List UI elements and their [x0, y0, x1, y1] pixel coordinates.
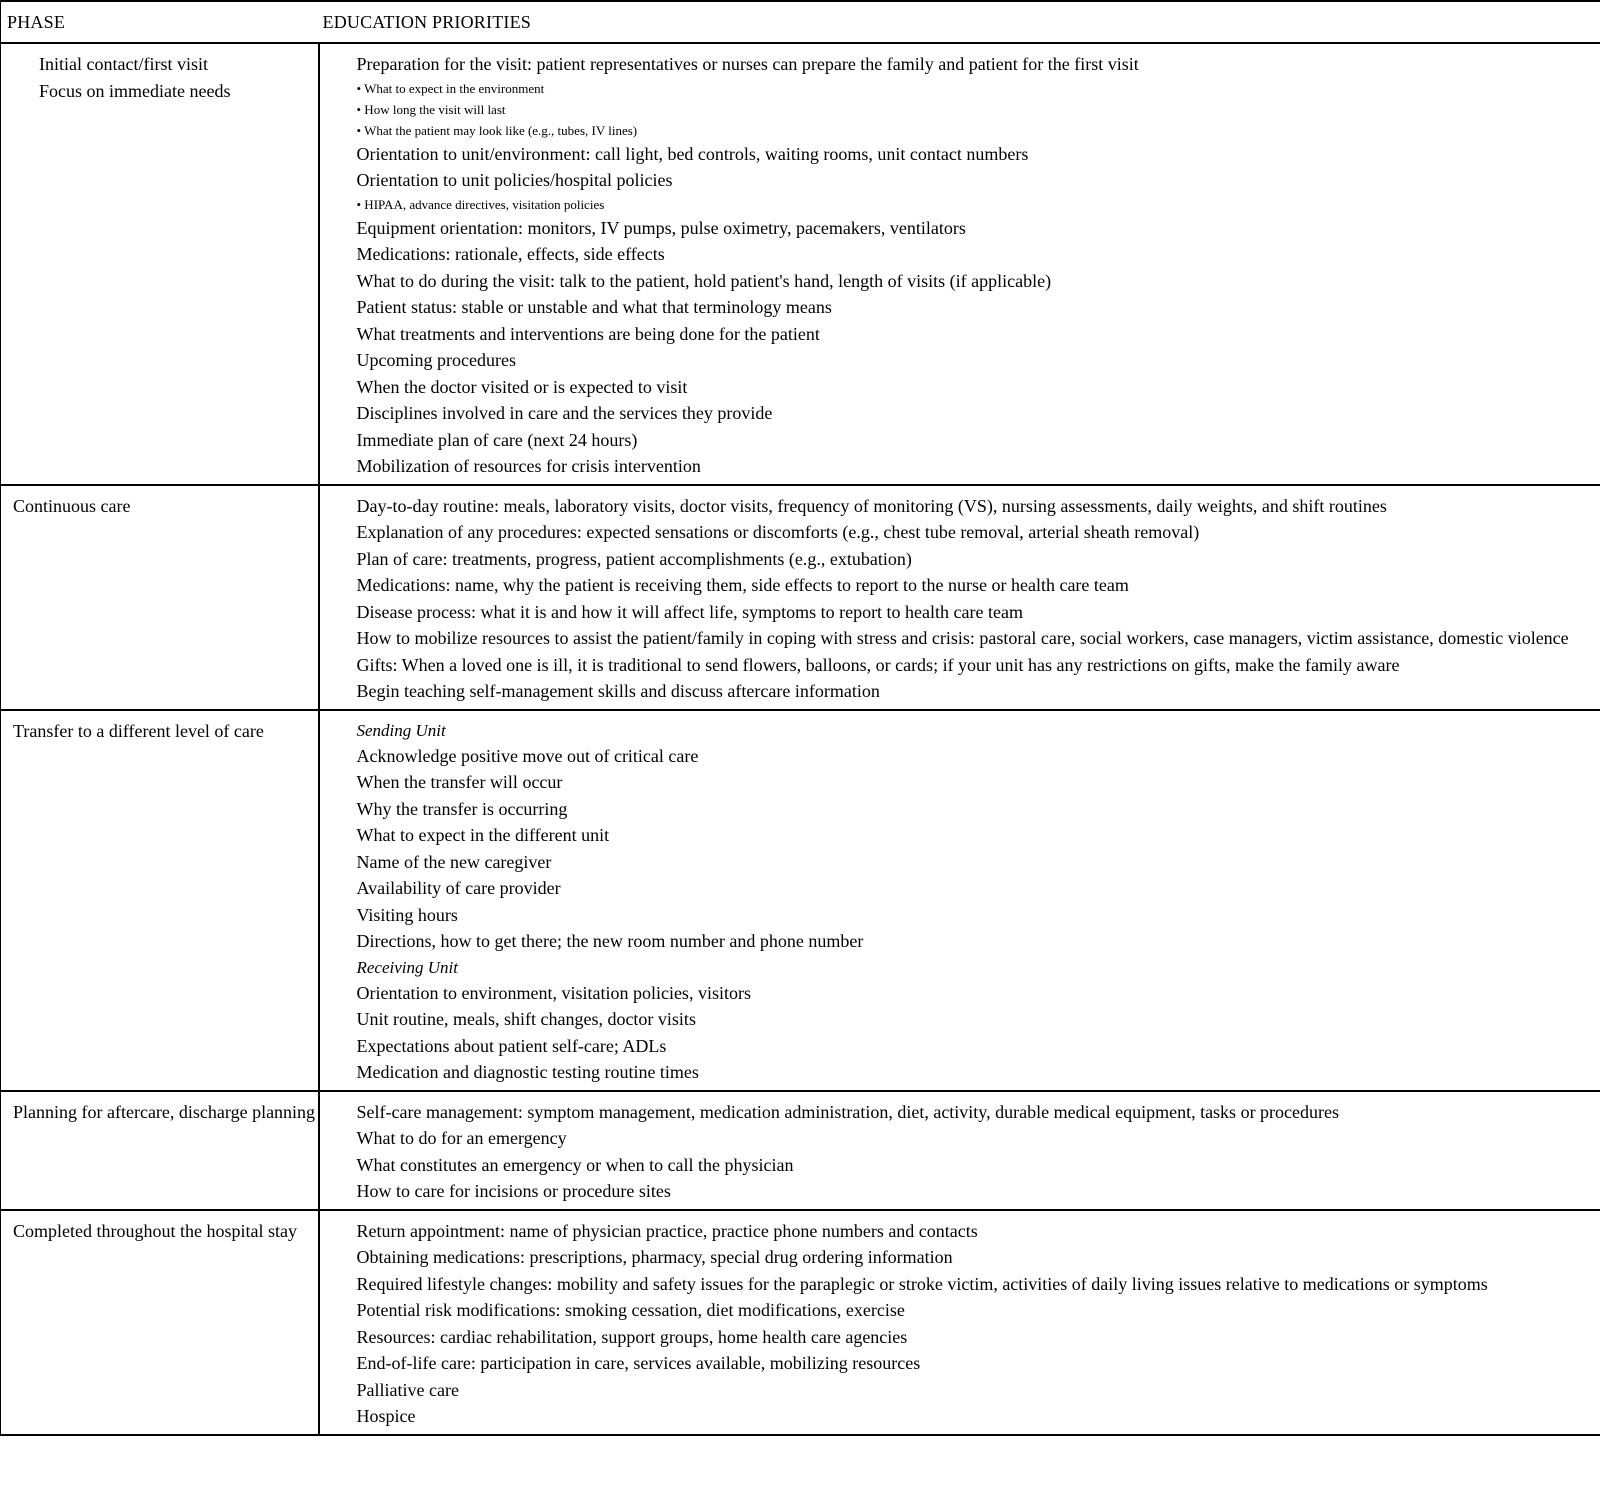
priority-item: Explanation of any procedures: expected sensations or discomforts (e.g., chest tube removal, arterial sheath removal)	[356, 522, 1200, 542]
priority-item: What to do during the visit: talk to the patient, hold patient's hand, length of visits (if applicable)	[356, 270, 1052, 291]
priority-item: Return appointment: name of physician practice, practice phone numbers and contacts	[356, 1220, 978, 1241]
subheading: Sending Unit	[356, 720, 446, 740]
phase-cell	[1, 43, 319, 485]
priority-item: Self-care management: symptom management, medication administration, diet, activity, durable medical equipment, tasks or procedures	[356, 1101, 1340, 1122]
priority-item: Medication and diagnostic testing routine times	[356, 1062, 699, 1082]
priority-item: Medications: rationale, effects, side effects	[356, 244, 665, 264]
priority-item: Obtaining medications: prescriptions, pharmacy, special drug ordering information	[356, 1247, 953, 1267]
bullet-item: • What to expect in the environment	[356, 80, 545, 96]
priority-item: Orientation to environment, visitation policies, visitors	[356, 982, 751, 1003]
phase-cell	[1, 710, 319, 1091]
priority-item: Patient status: stable or unstable and what that terminology means	[356, 297, 832, 317]
table-row	[1, 1210, 1600, 1435]
phase-label: Focus on immediate needs	[39, 80, 231, 101]
phase-label: Initial contact/first visit	[39, 54, 208, 74]
priority-item: Upcoming procedures	[356, 350, 516, 370]
priority-item: Resources: cardiac rehabilitation, support groups, home health care agencies	[356, 1326, 908, 1347]
phase-label: Continuous care	[13, 495, 131, 516]
phase-cell	[1, 1210, 319, 1435]
priority-item: Acknowledge positive move out of critical care	[356, 745, 699, 766]
priority-item: Equipment orientation: monitors, IV pumps, pulse oximetry, pacemakers, ventilators	[356, 217, 966, 238]
priority-item: Mobilization of resources for crisis intervention	[356, 456, 701, 476]
priority-item: How to care for incisions or procedure sites	[356, 1181, 671, 1201]
priorities-cell	[319, 1210, 1600, 1435]
priorities-cell	[319, 1091, 1600, 1210]
priority-item: Begin teaching self-management skills and discuss aftercare information	[356, 681, 880, 701]
priorities-cell	[319, 710, 1600, 1091]
priority-item: End-of-life care: participation in care, services available, mobilizing resources	[356, 1353, 921, 1373]
priority-item: Day-to-day routine: meals, laboratory visits, doctor visits, frequency of monitoring (VS), nursing assessments, daily weights, and shift routines	[356, 495, 1387, 516]
phase-cell	[1, 485, 319, 710]
header-row	[1, 1, 1600, 43]
priority-item: Palliative care	[356, 1379, 459, 1400]
priorities-cell	[319, 43, 1600, 485]
subheading: Receiving Unit	[356, 957, 458, 977]
table-body	[1, 43, 1600, 1435]
phase-cell	[1, 1091, 319, 1210]
priority-item: Immediate plan of care (next 24 hours)	[356, 429, 638, 450]
priority-item: What treatments and interventions are being done for the patient	[356, 323, 820, 344]
phase-label: Completed throughout the hospital stay	[13, 1220, 297, 1241]
priority-item: Availability of care provider	[356, 878, 561, 898]
priority-item: When the transfer will occur	[356, 772, 563, 792]
priority-item: What constitutes an emergency or when to call the physician	[356, 1154, 794, 1175]
priority-item: Disciplines involved in care and the services they provide	[356, 403, 773, 423]
priority-item: What to expect in the different unit	[356, 825, 610, 845]
priority-item: Medications: name, why the patient is receiving them, side effects to report to the nurse or health care team	[356, 575, 1129, 595]
priority-item: Name of the new caregiver	[356, 851, 552, 872]
bullet-item: • HIPAA, advance directives, visitation policies	[356, 196, 605, 212]
priority-item: What to do for an emergency	[356, 1128, 567, 1148]
bullet-item: • What the patient may look like (e.g., tubes, IV lines)	[356, 122, 638, 138]
table-row	[1, 43, 1600, 485]
priority-item: Plan of care: treatments, progress, patient accomplishments (e.g., extubation)	[356, 548, 912, 569]
priority-item: Expectations about patient self-care; ADLs	[356, 1035, 667, 1056]
priority-item: Directions, how to get there; the new room number and phone number	[356, 931, 864, 951]
bullet-item: • How long the visit will last	[356, 101, 506, 117]
priority-item: Potential risk modifications: smoking cessation, diet modifications, exercise	[356, 1300, 905, 1320]
priority-item: Unit routine, meals, shift changes, doctor visits	[356, 1009, 696, 1029]
header-phase: PHASE	[1, 1, 319, 43]
priority-item: Orientation to unit policies/hospital policies	[356, 170, 673, 190]
phase-label: Transfer to a different level of care	[13, 720, 264, 741]
table-row	[1, 710, 1600, 1091]
priority-item: Preparation for the visit: patient representatives or nurses can prepare the family and patient for the first visit	[356, 54, 1139, 74]
table-row	[1, 485, 1600, 710]
table-row	[1, 1091, 1600, 1210]
header-education-priorities: EDUCATION PRIORITIES	[319, 1, 1600, 43]
priorities-cell	[319, 485, 1600, 710]
priority-item: Gifts: When a loved one is ill, it is traditional to send flowers, balloons, or cards; if your unit has any restrictions on gifts, make the family aware	[356, 654, 1400, 675]
priority-item: Visiting hours	[356, 904, 458, 925]
priority-item: Disease process: what it is and how it will affect life, symptoms to report to health care team	[356, 601, 1023, 622]
priority-item: Required lifestyle changes: mobility and safety issues for the paraplegic or stroke victim, activities of daily living issues relative to medications or symptoms	[356, 1273, 1488, 1294]
priority-item: Orientation to unit/environment: call light, bed controls, waiting rooms, unit contact numbers	[356, 143, 1029, 164]
phase-label: Planning for aftercare, discharge planning	[13, 1101, 316, 1122]
priority-item: Hospice	[356, 1406, 416, 1426]
priority-item: When the doctor visited or is expected to visit	[356, 376, 688, 397]
priority-item: How to mobilize resources to assist the patient/family in coping with stress and crisis: pastoral care, social workers, case managers, victim assistance, domestic violence	[356, 628, 1569, 648]
priority-item: Why the transfer is occurring	[356, 798, 568, 819]
